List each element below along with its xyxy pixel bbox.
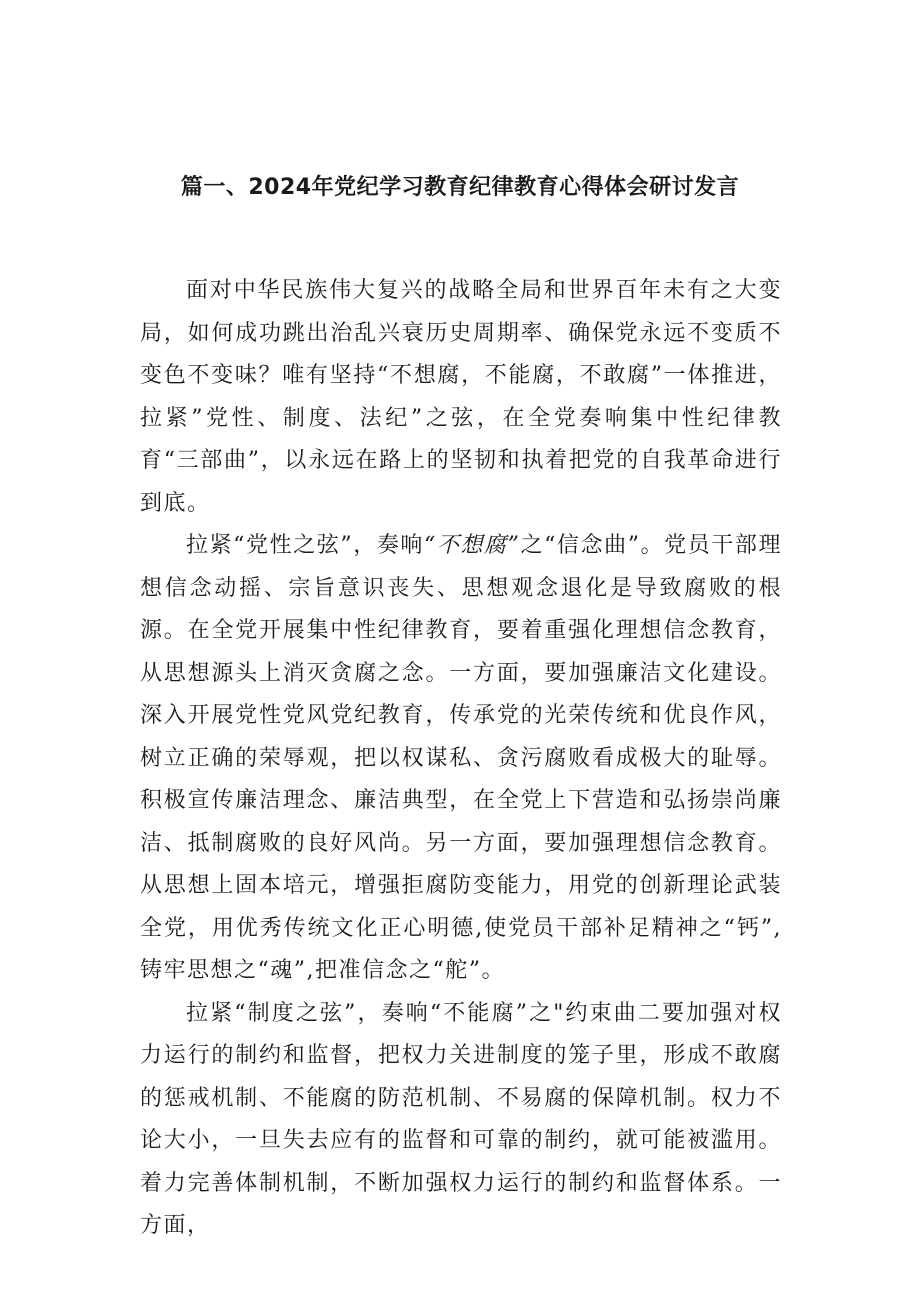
paragraph-3: 拉紧“制度之弦”，奏响“不能腐”之"约束曲二要加强对权力运行的制约和监督，把权力关进制度的笼子里，形成不敢腐的惩戒机制、不能腐的防范机制、不易腐的保障机制。权力不论大小，一旦失去应有的监督和可靠的制约，就可能被滥用。着力完善体制机制，不断加强权力运行的制约和监督体系。一方面， [140, 1000, 782, 1238]
document-title: 篇一、2024年党纪学习教育纪律教育心得体会研讨发言 [180, 175, 740, 200]
paragraph-2-emphasis: “不想腐” [424, 533, 521, 558]
paragraph-2-rest: 之“信念曲”。党员干部理想信念动摇、宗旨意识丧失、思想观念退化是导致腐败的根源。在全党开展集中性纪律教育，要着重强化理想信念教育，从思想源头上消灭贪腐之念。一方面，要加强廉洁文化建设。深入开展党性党风党纪教育，传承党的光荣传统和优良作风，树立正确的荣辱观，把以权谋私、贪污腐败看成极大的耻辱。积极宣传廉洁理念、廉洁典型，在全党上下营造和弘扬崇尚廉洁、抵制腐败的良好风尚。另一方面，要加强理想信念教育。从思想上固本培元，增强拒腐防变能力，用党的创新理论武装全党，用优秀传统文化正心明德,使党员干部补足精神之“钙”,铸牢思想之“魂”,把准信念之“舵”。 [140, 533, 782, 983]
document-body [140, 270, 782, 1248]
paragraph-2-lead: 拉紧“党性之弦”，奏响 [186, 533, 425, 558]
paragraph-2 [140, 525, 782, 993]
paragraph-1: 面对中华民族伟大复兴的战略全局和世界百年未有之大变局，如何成功跳出治乱兴衰历史周期率、确保党永远不变质不变色不变味？唯有坚持“不想腐，不能腐，不敢腐”一体推进，拉紧”党性、制度、法纪”之弦，在全党奏响集中性纪律教育“三部曲”，以永远在路上的坚韧和执着把党的自我革命进行到底。 [140, 278, 782, 516]
